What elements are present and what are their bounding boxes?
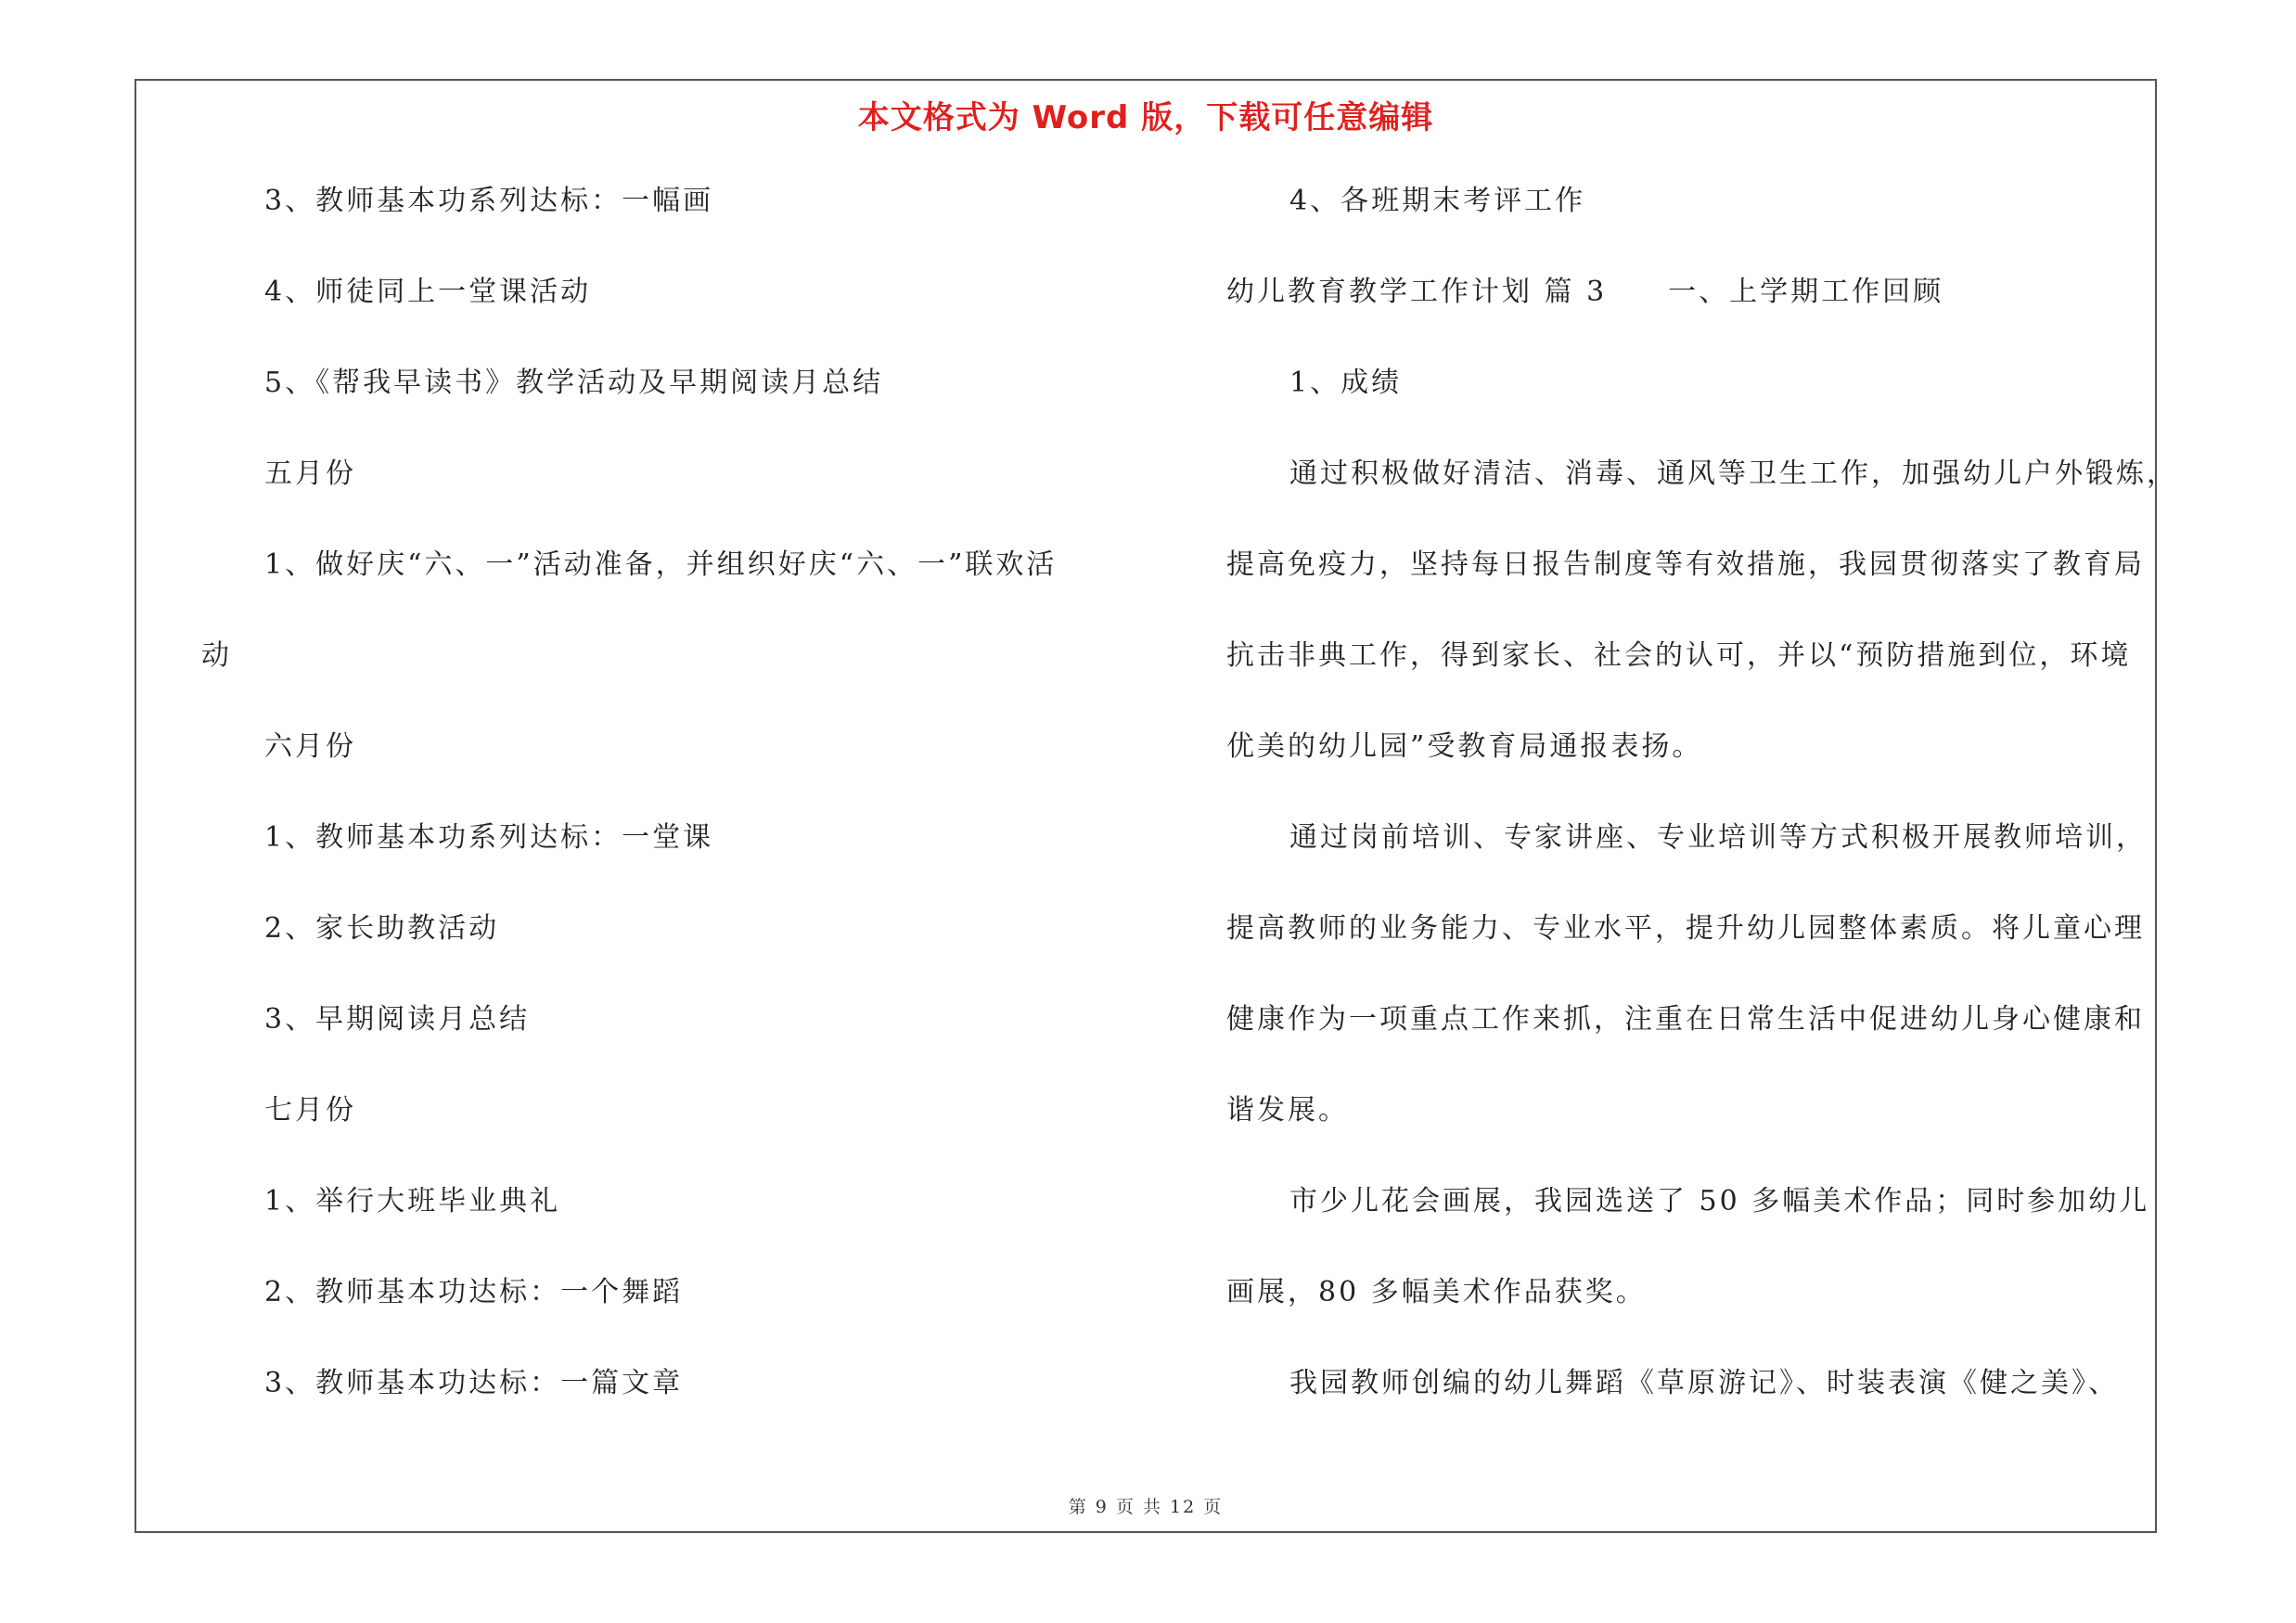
list-item: 2、教师基本功达标：一个舞蹈: [264, 1276, 684, 1308]
paragraph-line: 优美的幼儿园”受教育局通报表扬。: [1226, 730, 1703, 763]
month-heading: 七月份: [264, 1094, 356, 1127]
page-number: 第 9 页 共 12 页: [1068, 1497, 1224, 1517]
list-item: 2、家长助教活动: [264, 912, 500, 945]
paragraph-line: 健康作为一项重点工作来抓，注重在日常生活中促进幼儿身心健康和: [1226, 1003, 2145, 1036]
month-heading: 六月份: [264, 730, 356, 763]
list-item: 4、师徒同上一堂课活动: [264, 276, 592, 308]
list-item: 4、各班期末考评工作: [1289, 185, 1586, 217]
paragraph-line: 我园教师创编的幼儿舞蹈《草原游记》、时装表演《健之美》、: [1289, 1367, 2119, 1399]
paragraph-line: 画展，80 多幅美术作品获奖。: [1226, 1276, 1647, 1308]
list-item: 3、教师基本功达标：一篇文章: [264, 1367, 684, 1399]
paragraph-line: 通过岗前培训、专家讲座、专业培训等方式积极开展教师培训，: [1289, 821, 2147, 854]
subsection-heading: 1、成绩: [1289, 367, 1403, 399]
section-heading: 幼儿教育教学工作计划 篇 3 一、上学期工作回顾: [1226, 276, 1944, 308]
list-item: 5、《帮我早读书》教学活动及早期阅读月总结: [264, 367, 884, 399]
paragraph-line: 抗击非典工作，得到家长、社会的认可，并以“预防措施到位，环境: [1226, 639, 2132, 672]
list-item: 3、早期阅读月总结: [264, 1003, 531, 1036]
paragraph-line: 提高教师的业务能力、专业水平，提升幼儿园整体素质。将儿童心理: [1226, 912, 2145, 945]
document-page: [135, 79, 2177, 1533]
paragraph-line: 谐发展。: [1226, 1094, 1349, 1127]
list-item: 3、教师基本功系列达标：一幅画: [264, 185, 714, 217]
format-notice-banner: 本文格式为 Word 版，下载可任意编辑: [857, 99, 1434, 136]
list-item: 1、举行大班毕业典礼: [264, 1185, 561, 1217]
list-item: 1、做好庆“六、一”活动准备，并组织好庆“六、一”联欢活: [264, 548, 1058, 581]
list-item: 1、教师基本功系列达标：一堂课: [264, 821, 714, 854]
list-item-continuation: 动: [201, 639, 232, 672]
paragraph-line: 通过积极做好清洁、消毒、通风等卫生工作，加强幼儿户外锻炼，: [1289, 457, 2177, 490]
month-heading: 五月份: [264, 457, 356, 490]
paragraph-line: 市少儿花会画展，我园选送了 50 多幅美术作品；同时参加幼儿: [1289, 1185, 2150, 1217]
paragraph-line: 提高免疫力，坚持每日报告制度等有效措施，我园贯彻落实了教育局: [1226, 548, 2145, 581]
